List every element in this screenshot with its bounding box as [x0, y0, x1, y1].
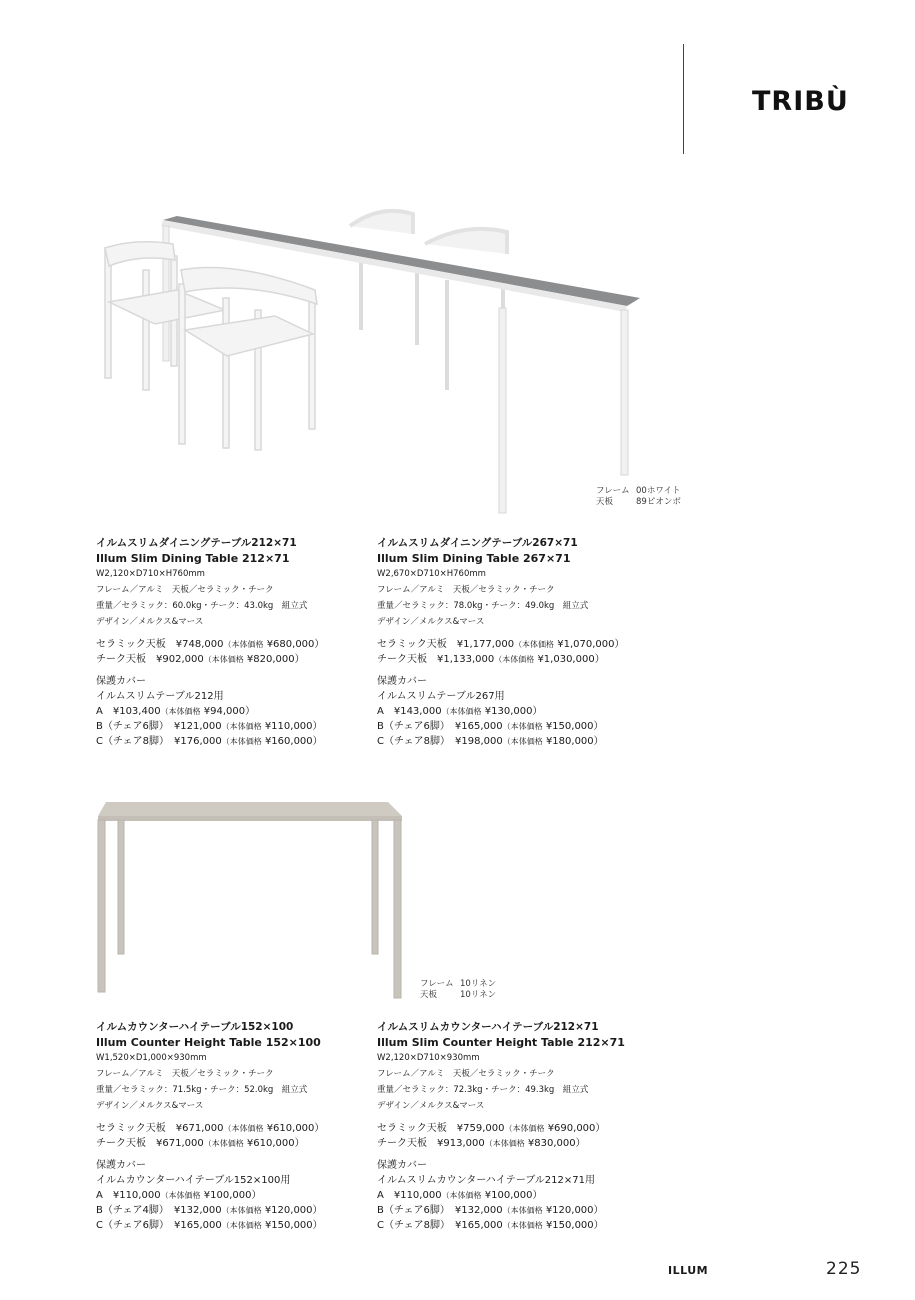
product-illum-slim-267 — [377, 536, 667, 749]
product-material: フレーム／アルミ 天板／セラミック・チーク — [377, 1069, 555, 1079]
product-name-en: Illum Slim Dining Table 267×71 — [377, 552, 571, 565]
product-illum-slim-212 — [96, 536, 386, 749]
product-dimensions: W2,120×D710×H760mm — [96, 569, 205, 579]
product-name-jp: イルムスリムダイニングテーブル267×71 — [377, 537, 578, 549]
cover-b: B（チェア6脚） ¥121,000（本体価格 ¥110,000） — [96, 721, 323, 732]
product-dimensions: W2,670×D710×H760mm — [377, 569, 486, 579]
product-design: デザイン／メルクス&マース — [377, 617, 485, 627]
footer-series-name: ILLUM — [668, 1264, 709, 1277]
price-ceramic: セラミック天板 ¥748,000（本体価格 ¥680,000） — [96, 639, 325, 650]
cover-title: 保護カバー — [96, 1160, 146, 1171]
price-teak: チーク天板 ¥902,000（本体価格 ¥820,000） — [96, 654, 305, 665]
cover-a: A ¥103,400（本体価格 ¥94,000） — [96, 706, 256, 717]
counter-table-photo — [92, 796, 412, 1002]
product-material: フレーム／アルミ 天板／セラミック・チーク — [377, 585, 555, 595]
price-teak: チーク天板 ¥671,000（本体価格 ¥610,000） — [96, 1138, 305, 1149]
product-weight: 重量／セラミック：71.5kg・チーク：52.0kg 組立式 — [96, 1085, 308, 1095]
cover-title: 保護カバー — [377, 1160, 427, 1171]
header-divider — [683, 44, 684, 154]
product-weight: 重量／セラミック：78.0kg・チーク：49.0kg 組立式 — [377, 601, 589, 611]
cover-for: イルムスリムテーブル212用 — [96, 691, 224, 702]
product-name-jp: イルムスリムカウンターハイテーブル212×71 — [377, 1021, 599, 1033]
product-dimensions: W2,120×D710×930mm — [377, 1053, 480, 1063]
product-name-jp: イルムカウンターハイテーブル152×100 — [96, 1021, 294, 1033]
product-name-en: Illum Slim Dining Table 212×71 — [96, 552, 290, 565]
cover-for: イルムカウンターハイテーブル152×100用 — [96, 1175, 291, 1186]
product-weight: 重量／セラミック：60.0kg・チーク：43.0kg 組立式 — [96, 601, 308, 611]
product-name-en: Illum Counter Height Table 152×100 — [96, 1036, 321, 1049]
cover-title: 保護カバー — [96, 676, 146, 687]
product-illum-counter-152 — [96, 1020, 386, 1233]
cover-b: B（チェア6脚） ¥132,000（本体価格 ¥120,000） — [377, 1205, 604, 1216]
product-illum-slim-counter-212 — [377, 1020, 667, 1233]
cover-c: C（チェア6脚） ¥165,000（本体価格 ¥150,000） — [96, 1220, 323, 1231]
cover-a: A ¥110,000（本体価格 ¥100,000） — [377, 1190, 543, 1201]
dining-table-photo — [95, 200, 655, 520]
product-dimensions: W1,520×D1,000×930mm — [96, 1053, 207, 1063]
product-weight: 重量／セラミック：72.3kg・チーク：49.3kg 組立式 — [377, 1085, 589, 1095]
cover-b: B（チェア6脚） ¥165,000（本体価格 ¥150,000） — [377, 721, 604, 732]
cover-b: B（チェア4脚） ¥132,000（本体価格 ¥120,000） — [96, 1205, 323, 1216]
product-name-en: Illum Slim Counter Height Table 212×71 — [377, 1036, 625, 1049]
price-ceramic: セラミック天板 ¥1,177,000（本体価格 ¥1,070,000） — [377, 639, 625, 650]
cover-c: C（チェア8脚） ¥165,000（本体価格 ¥150,000） — [377, 1220, 604, 1231]
cover-a: A ¥110,000（本体価格 ¥100,000） — [96, 1190, 262, 1201]
product-name-jp: イルムスリムダイニングテーブル212×71 — [96, 537, 297, 549]
finish-spec-top: フレーム 00ホワイト 天板 89ピオンボ — [596, 486, 681, 507]
brand-logo: TRIBÙ — [752, 86, 849, 117]
product-design: デザイン／メルクス&マース — [377, 1101, 485, 1111]
cover-title: 保護カバー — [377, 676, 427, 687]
cover-c: C（チェア8脚） ¥176,000（本体価格 ¥160,000） — [96, 736, 323, 747]
product-design: デザイン／メルクス&マース — [96, 617, 204, 627]
finish-spec-bottom: フレーム 10リネン 天板 10リネン — [420, 979, 497, 1000]
product-material: フレーム／アルミ 天板／セラミック・チーク — [96, 1069, 274, 1079]
cover-for: イルムスリムカウンターハイテーブル212×71用 — [377, 1175, 595, 1186]
cover-c: C（チェア8脚） ¥198,000（本体価格 ¥180,000） — [377, 736, 604, 747]
price-teak: チーク天板 ¥913,000（本体価格 ¥830,000） — [377, 1138, 586, 1149]
cover-for: イルムスリムテーブル267用 — [377, 691, 505, 702]
cover-a: A ¥143,000（本体価格 ¥130,000） — [377, 706, 543, 717]
product-design: デザイン／メルクス&マース — [96, 1101, 204, 1111]
price-ceramic: セラミック天板 ¥759,000（本体価格 ¥690,000） — [377, 1123, 606, 1134]
page-number: 225 — [826, 1259, 862, 1279]
product-material: フレーム／アルミ 天板／セラミック・チーク — [96, 585, 274, 595]
price-ceramic: セラミック天板 ¥671,000（本体価格 ¥610,000） — [96, 1123, 325, 1134]
price-teak: チーク天板 ¥1,133,000（本体価格 ¥1,030,000） — [377, 654, 605, 665]
